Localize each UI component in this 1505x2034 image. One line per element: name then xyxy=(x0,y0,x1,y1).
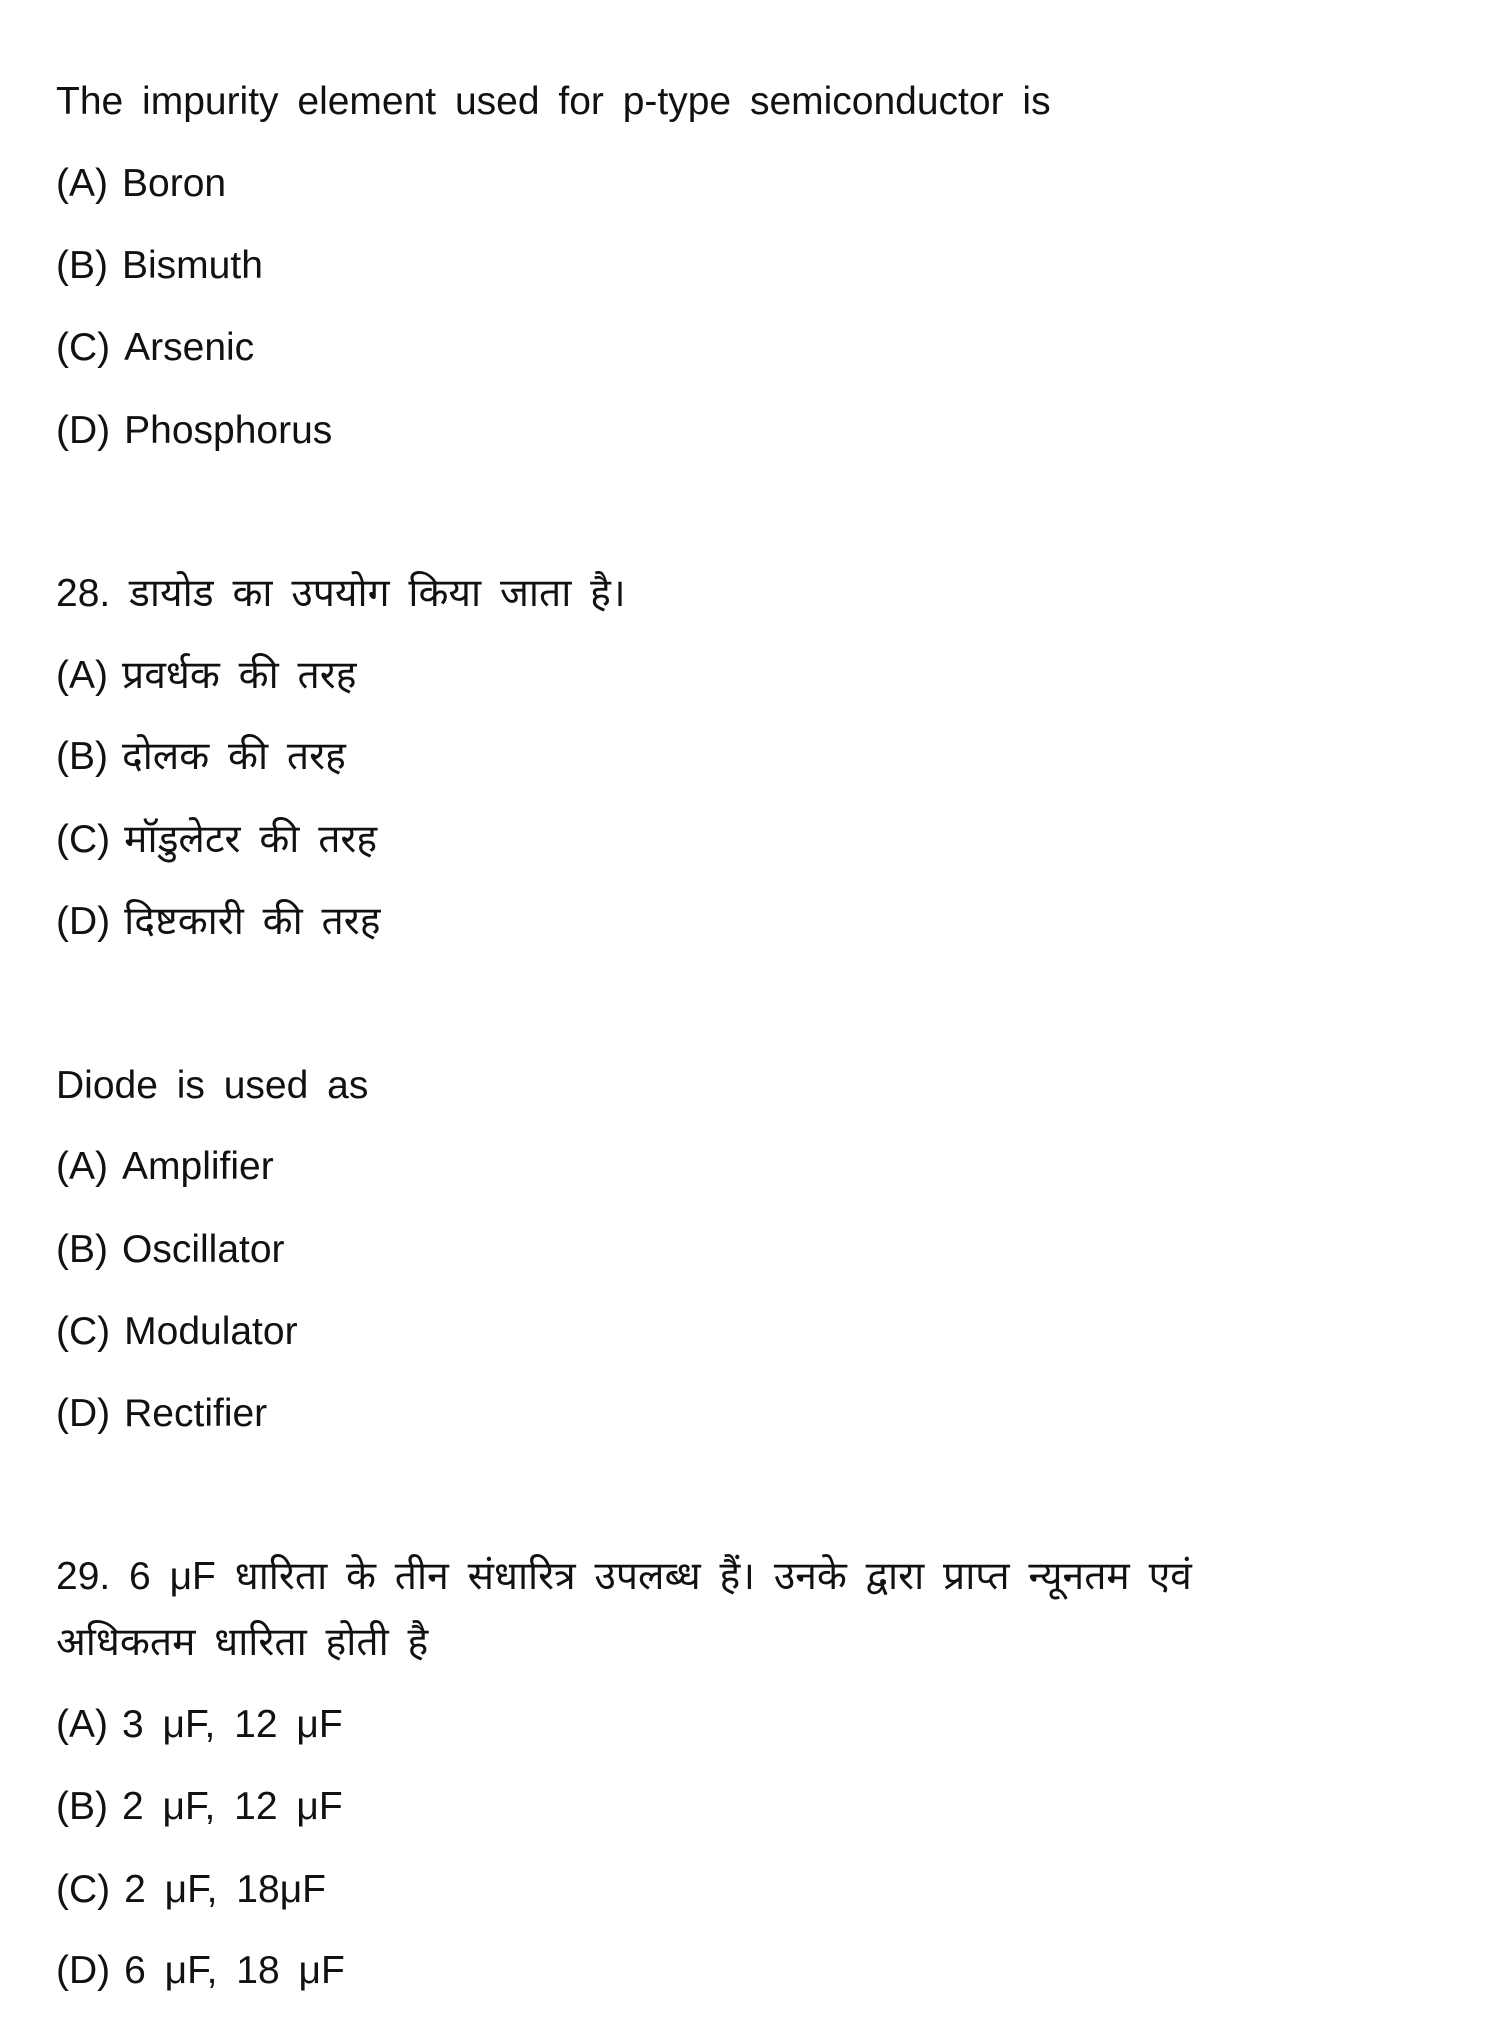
option-a xyxy=(56,159,226,209)
option-label: (D) xyxy=(56,1949,111,1992)
option-b xyxy=(56,1225,285,1275)
option-label: (D) xyxy=(56,900,111,943)
option-d xyxy=(56,897,380,947)
option-text: 6 μF, 18 μF xyxy=(124,1949,345,1992)
option-label: (D) xyxy=(56,1392,111,1435)
option-a xyxy=(56,1142,274,1192)
option-text: Phosphorus xyxy=(124,409,333,452)
option-c xyxy=(56,323,254,373)
question-text: The impurity element used for p-type semiconductor is xyxy=(56,80,1051,123)
option-label: (B) xyxy=(56,244,108,287)
option-label: (A) xyxy=(56,654,108,697)
option-text: 2 μF, 18μF xyxy=(124,1868,326,1911)
option-label: (A) xyxy=(56,1703,108,1746)
option-text: Modulator xyxy=(124,1310,298,1353)
option-label: (C) xyxy=(56,326,111,369)
option-text: Oscillator xyxy=(122,1228,285,1271)
option-c xyxy=(56,815,377,865)
option-text: Bismuth xyxy=(122,244,263,287)
option-d xyxy=(56,1389,267,1439)
option-label: (B) xyxy=(56,735,108,778)
option-text: 3 μF, 12 μF xyxy=(122,1703,343,1746)
option-label: (C) xyxy=(56,1868,111,1911)
question-text-line-2: अधिकतम धारिता होती है xyxy=(56,1621,429,1664)
question-text-line-1: 29. 6 μF धारिता के तीन संधारित्र उपलब्ध हैं। उनके द्वारा प्राप्त न्यूनतम एवं xyxy=(56,1555,1192,1598)
option-c xyxy=(56,1307,298,1357)
option-label: (C) xyxy=(56,1310,111,1353)
option-a xyxy=(56,651,356,701)
option-text: दोलक की तरह xyxy=(122,735,346,778)
option-c xyxy=(56,1865,326,1915)
option-label: (D) xyxy=(56,409,111,452)
question-text: Diode is used as xyxy=(56,1064,369,1107)
option-text: 2 μF, 12 μF xyxy=(122,1785,343,1828)
question-text: 28. डायोड का उपयोग किया जाता है। xyxy=(56,572,626,615)
option-label: (B) xyxy=(56,1785,108,1828)
option-label: (A) xyxy=(56,1145,108,1188)
option-label: (B) xyxy=(56,1228,108,1271)
option-b xyxy=(56,1782,343,1832)
option-text: प्रवर्धक की तरह xyxy=(122,654,357,697)
option-b xyxy=(56,732,346,782)
option-d xyxy=(56,406,332,456)
option-label: (C) xyxy=(56,818,111,861)
option-text: Boron xyxy=(122,162,227,205)
option-text: दिष्टकारी की तरह xyxy=(124,900,381,943)
option-a xyxy=(56,1700,343,1750)
option-text: मॉडुलेटर की तरह xyxy=(124,818,378,861)
option-b xyxy=(56,241,263,291)
option-text: Rectifier xyxy=(124,1392,268,1435)
option-text: Amplifier xyxy=(122,1145,274,1188)
option-label: (A) xyxy=(56,162,108,205)
option-text: Arsenic xyxy=(124,326,255,369)
option-d xyxy=(56,1946,345,1996)
